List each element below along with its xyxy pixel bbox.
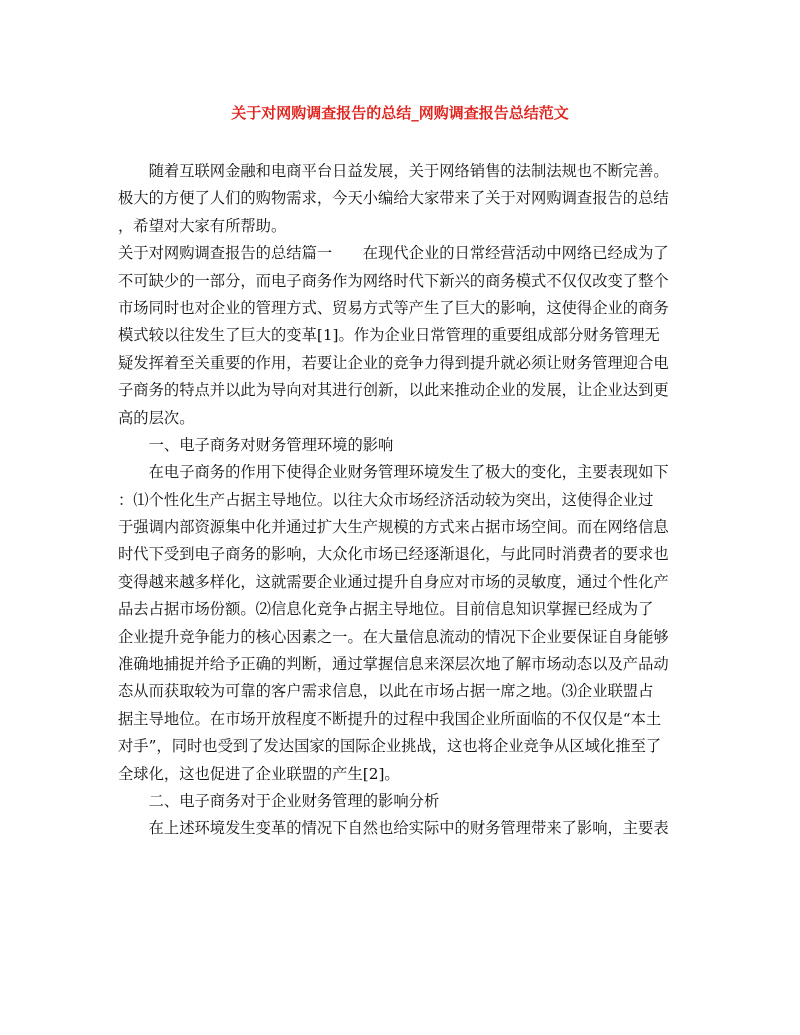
paragraph-line: 于强调内部资源集中化并通过扩大生产规模的方式来占据市场空间。而在网络信息 [118, 518, 669, 537]
paragraph-line: 在电子商务的作用下使得企业财务管理环境发生了极大的变化，主要表现如下 [118, 463, 669, 482]
document-title: 关于对网购调查报告的总结_网购调查报告总结范文 [231, 104, 569, 122]
paragraph-line: 疑发挥着至关重要的作用，若要让企业的竞争力得到提升就必须让财务管理迎合电 [118, 353, 669, 372]
paragraph-line: 市场同时也对企业的管理方式、贸易方式等产生了巨大的影响，这使得企业的商务 [118, 298, 669, 317]
paragraph-line: 企业提升竞争能力的核心因素之一。在大量信息流动的情况下企业要保证自身能够 [118, 627, 669, 646]
paragraph-line: 准确地捕捉并给予正确的判断，通过掌握信息来深层次地了解市场动态以及产品动 [118, 655, 669, 674]
paragraph-line: 子商务的特点并以此为导向对其进行创新，以此来推动企业的发展，让企业达到更 [118, 381, 669, 400]
paragraph-line: 在上述环境发生变革的情况下自然也给实际中的财务管理带来了影响，主要表 [118, 819, 669, 838]
paragraph-line: ，希望对大家有所帮助。 [118, 216, 287, 235]
paragraph-line: 关于对网购调查报告的总结篇一 在现代企业的日常经营活动中网络已经成为了 [118, 244, 669, 263]
paragraph-line: ：⑴个性化生产占据主导地位。以往大众市场经济活动较为突出，这使得企业过 [118, 490, 654, 509]
paragraph-line: 据主导地位。在市场开放程度不断提升的过程中我国企业所面临的不仅仅是“本土 [118, 709, 662, 728]
paragraph-line: 极大的方便了人们的购物需求，今天小编给大家带来了关于对网购调查报告的总结 [118, 189, 669, 208]
paragraph-line: 模式较以往发生了巨大的变革[1]。作为企业日常管理的重要组成部分财务管理无 [118, 326, 660, 345]
paragraph-line: 时代下受到电子商务的影响，大众化市场已经逐渐退化，与此同时消费者的要求也 [118, 545, 669, 564]
section-heading: 二、电子商务对于企业财务管理的影响分析 [118, 791, 440, 810]
document-body [118, 158, 684, 843]
paragraph-line: 不可缺少的一部分，而电子商务作为网络时代下新兴的商务模式不仅仅改变了整个 [118, 271, 669, 290]
section-heading: 一、电子商务对财务管理环境的影响 [118, 435, 394, 454]
paragraph-line: 高的层次。 [118, 408, 195, 427]
paragraph-line: 态从而获取较为可靠的客户需求信息，以此在市场占据一席之地。⑶企业联盟占 [118, 682, 654, 701]
paragraph-line: 品去占据市场份额。⑵信息化竞争占据主导地位。目前信息知识掌握已经成为了 [118, 600, 654, 619]
paragraph-line: 变得越来越多样化，这就需要企业通过提升自身应对市场的灵敏度，通过个性化产 [118, 572, 669, 591]
paragraph-line: 全球化，这也促进了企业联盟的产生[2]。 [118, 764, 400, 783]
paragraph-line: 随着互联网金融和电商平台日益发展，关于网络销售的法制法规也不断完善。 [118, 162, 669, 180]
paragraph-line: 对手”，同时也受到了发达国家的国际企业挑战，这也将企业竞争从区域化推至了 [118, 737, 662, 756]
